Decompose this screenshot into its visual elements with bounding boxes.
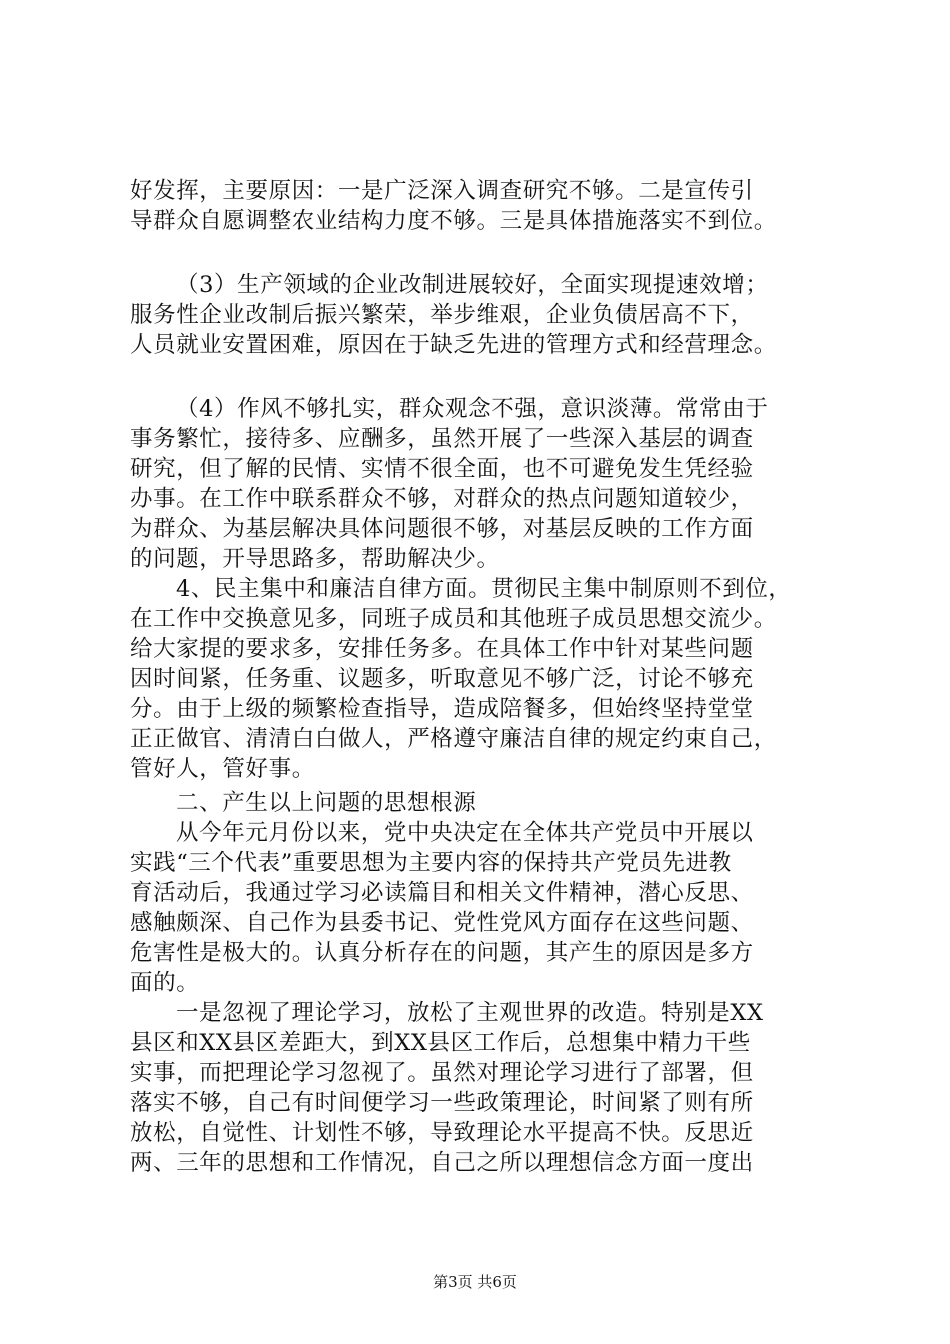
text-line: 危害性是极大的。认真分析存在的问题，其产生的原因是多方 — [130, 940, 754, 966]
text-line: 人员就业安置困难，原因在于缺乏先进的管理方式和经营理念。 — [130, 332, 777, 358]
text-line: （3）生产领域的企业改制进展较好，全面实现提速效增； — [176, 272, 769, 298]
text-line: 感触颇深、自己作为县委书记、党性党风方面存在这些问题、 — [130, 910, 754, 936]
text-line: 县区和XX县区差距大，到XX县区工作后，总想集中精力干些 — [130, 1030, 751, 1056]
text-line: 给大家提的要求多，安排任务多。在具体工作中针对某些问题 — [130, 636, 754, 662]
text-line: 因时间紧，任务重、议题多，听取意见不够广泛，讨论不够充 — [130, 666, 754, 692]
text-line: 两、三年的思想和工作情况，自己之所以理想信念方面一度出 — [130, 1150, 754, 1176]
text-line: 放松，自觉性、计划性不够，导致理论水平提高不快。反思近 — [130, 1120, 754, 1146]
text-line: 正正做官、清清白白做人，严格遵守廉洁自律的规定约束自己， — [130, 726, 777, 752]
text-line: 实事，而把理论学习忽视了。虽然对理论学习进行了部署，但 — [130, 1060, 754, 1086]
text-line: 事务繁忙，接待多、应酬多，虽然开展了一些深入基层的调查 — [130, 426, 754, 452]
text-line: 分。由于上级的频繁检查指导，造成陪餐多，但始终坚持堂堂 — [130, 696, 754, 722]
text-line: 服务性企业改制后振兴繁荣，举步维艰，企业负债居高不下， — [130, 302, 754, 328]
text-line: 为群众、为基层解决具体问题很不够，对基层反映的工作方面 — [130, 516, 754, 542]
text-line: 面的。 — [130, 970, 200, 996]
text-line: 的问题，开导思路多，帮助解决少。 — [130, 546, 500, 572]
text-line: 一是忽视了理论学习，放松了主观世界的改造。特别是XX — [176, 1000, 764, 1026]
text-line: 研究，但了解的民情、实情不很全面，也不可避免发生凭经验 — [130, 456, 754, 482]
text-line: 导群众自愿调整农业结构力度不够。三是具体措施落实不到位。 — [130, 208, 777, 234]
section-heading: 二、产生以上问题的思想根源 — [176, 790, 477, 816]
text-line: 在工作中交换意见多，同班子成员和其他班子成员思想交流少。 — [130, 606, 777, 632]
text-line: 4、民主集中和廉洁自律方面。贯彻民主集中制原则不到位， — [176, 576, 792, 602]
text-line: 办事。在工作中联系群众不够，对群众的热点问题知道较少， — [130, 486, 754, 512]
text-line: 管好人，管好事。 — [130, 756, 315, 782]
text-line: （4）作风不够扎实，群众观念不强，意识淡薄。常常由于 — [176, 396, 769, 422]
text-line: 好发挥，主要原因：一是广泛深入调查研究不够。二是宣传引 — [130, 178, 754, 204]
text-line: 育活动后，我通过学习必读篇目和相关文件精神，潜心反思、 — [130, 880, 754, 906]
text-line: 落实不够，自己有时间便学习一些政策理论，时间紧了则有所 — [130, 1090, 754, 1116]
page-indicator: 第3页 共6页 — [433, 1273, 517, 1291]
text-line: 从今年元月份以来，党中央决定在全体共产党员中开展以 — [176, 820, 754, 846]
text-line: 实践“三个代表”重要思想为主要内容的保持共产党员先进教 — [130, 850, 732, 876]
